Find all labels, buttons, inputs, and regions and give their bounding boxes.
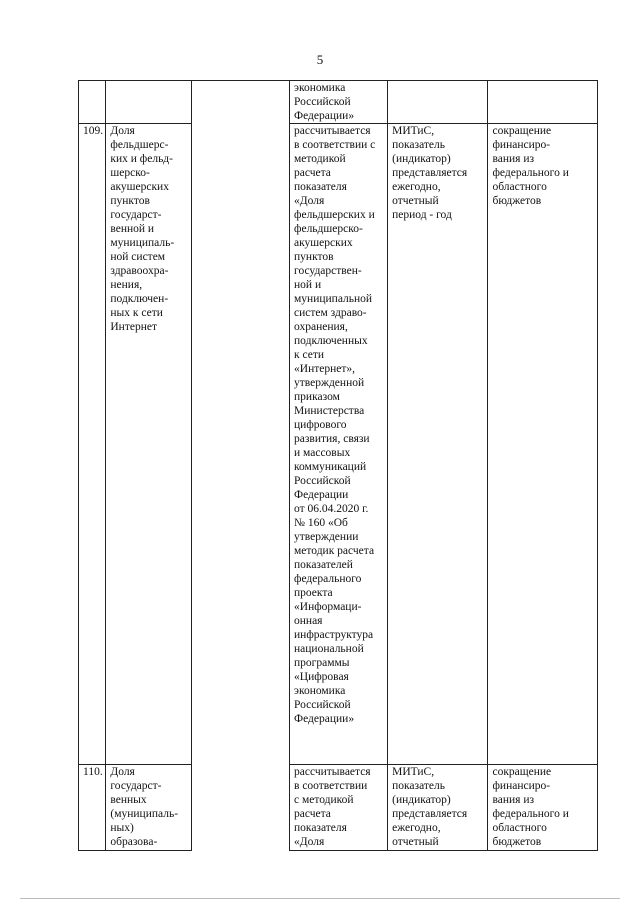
row-number-cell [79, 765, 106, 851]
row-number-cell [79, 81, 106, 124]
method-cell [290, 765, 388, 851]
method-cell [290, 124, 388, 765]
source-cell [388, 81, 488, 124]
source-cell [388, 124, 488, 765]
indicator-name: Доля фельдшерс- ких и фельд- шерско- акушерских пунктов государст- венной и муниципаль- ной систем здравоохра- нения, подключен- ных к сети Интернет [110, 125, 175, 333]
scan-edge-line [20, 898, 620, 899]
table-row [79, 81, 598, 124]
source-cell [388, 765, 488, 851]
reason-cell [488, 124, 598, 765]
indicator-name-cell [106, 765, 192, 851]
source-text: МИТиС, показатель (индикатор) представляется ежегодно, отчетный [392, 766, 468, 848]
row-number-cell [79, 124, 106, 765]
indicator-name-cell [106, 124, 192, 765]
method-text: рассчитывается в соответствии с методикой расчета показателя «Доля [294, 766, 371, 848]
method-text: экономика Российской Федерации» [294, 82, 355, 122]
source-text: МИТиС, показатель (индикатор) представляется ежегодно, отчетный период - год [392, 125, 468, 221]
row-number: 109. [83, 125, 104, 137]
row-number: 110. [83, 766, 103, 778]
reason-text: сокращение финансиро- вания из федерального и областного бюджетов [492, 766, 569, 848]
table-row [79, 124, 598, 765]
method-cell [290, 81, 388, 124]
indicator-name-cell [106, 81, 192, 124]
reason-cell [488, 765, 598, 851]
reason-text: сокращение финансиро- вания из федерального и областного бюджетов [492, 125, 569, 207]
method-text: рассчитывается в соответствии с методикой расчета показателя «Доля фельдшерских и фельдшерско- акушерских пунктов государствен- ной и муниципальной систем здраво- охранения, подключенных к сети «Интернет», утвержденной приказом Министерства цифрового развития, связи и массовых коммуникаций Российской Федерации от 06.04.2020 г. № 160 «Об утверждении методик расчета показателей федерального проекта «Информаци- онная инфраструктура национальной программы «Цифровая экономика Российской Федерации» [294, 125, 376, 725]
reason-cell [488, 81, 598, 124]
indicator-name: Доля государст- венных (муниципаль- ных) образова- [110, 766, 179, 848]
unit-cell [191, 81, 289, 851]
page-number: 5 [316, 52, 324, 67]
table-row [79, 765, 598, 851]
indicator-table [78, 80, 598, 851]
